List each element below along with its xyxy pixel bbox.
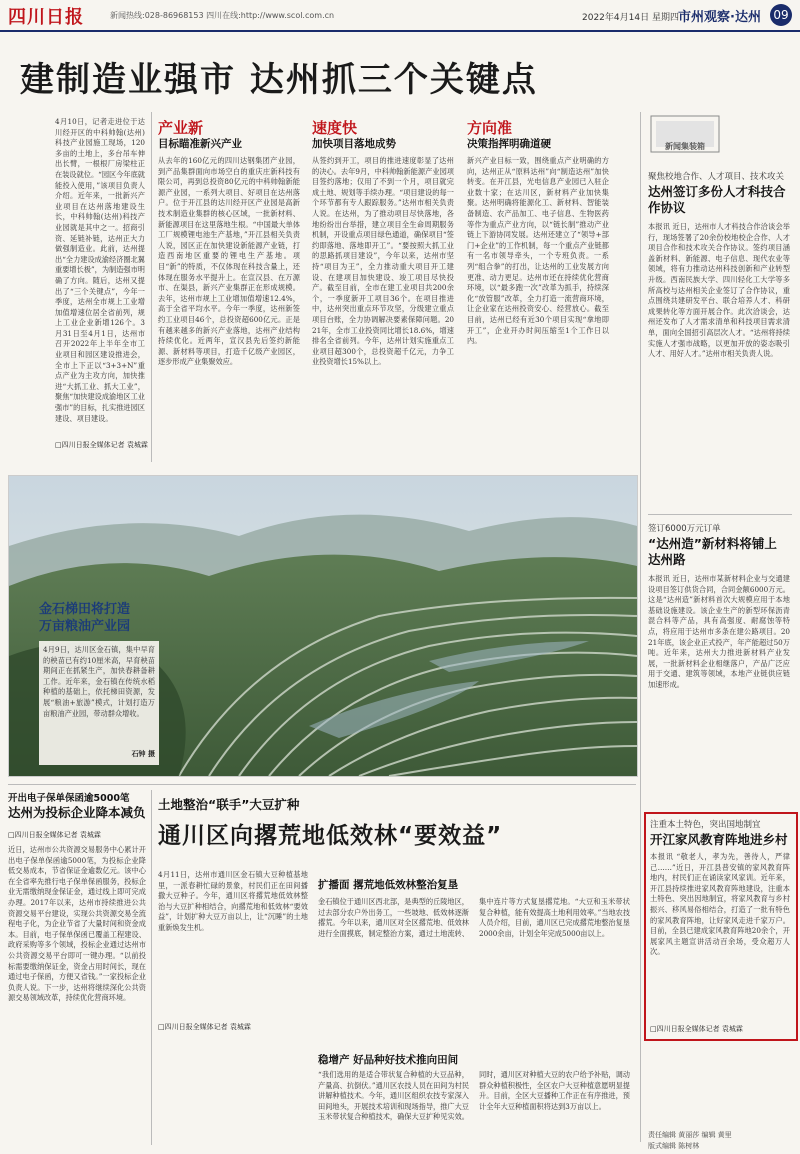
right-item3-text: 本报讯 “敬老人，孝为先，善待人，严律己……”近日，开江县普安镇的家风教育阵地内，村民们正在诵读家风家训。近年来，开江县持续推进家风教育阵地建设，注重本土特色、突出因地制宜，将家风教育与乡村振兴、移风易俗相结合，打造了一批有特色的家风教育阵地，让好家风走进千家万户。目前，全县已建成家风教育阵地20余个，开展家风主题宣讲活动百余场，受众超万人次。 [650, 852, 790, 957]
col1-kicker: 产业新 [158, 119, 204, 137]
section-name: 市州观察·达州 [678, 10, 761, 25]
right-item3-title: 开江家风教育阵地进乡村 [650, 832, 788, 847]
col2-subhead: 加快项目落地成势 [312, 138, 396, 150]
col2-text: 从签约到开工，项目的推进速度彰显了达州的决心。去年9月，中科帅翰新能源产业园项目签约落地；仅用了不到一个月，项目就完成土地、规划等手续办理。“项目建设的每一个环节都有专人跟踪服务。”达州市相关负责人说。在达州，为了推动项目尽快落地，各地纷纷出台举措，建立项目全生命周期服务机制，开设重点项目绿色通道，确保项目“签约即落地、落地即开工”。“要按照大抓工业的思路抓项目建设”，今年以来，达州市坚持“项目为王”，全力推动重大项目开工建设、在建项目加快建设、竣工项目尽快投产。截至目前，全市在建工业项目共200余个，一季度新开工项目36个。在项目推进中，达州突出重点环节攻坚，分级建立重点项目台账，全力协调解决要素保障问题。2021年，全市工业投资同比增长18.6%，增速排名全省前列。今年，达州计划实施重点工业项目超300个，总投资超千亿元，力争工业投资增长15%以上。 [312, 156, 454, 367]
right-item1-title: 达州签订多份人才科技合作协议 [648, 184, 786, 215]
right-item2-kicker: 签订6000万元订单 [648, 524, 721, 534]
col1-subhead: 目标瞄准新兴产业 [158, 138, 242, 150]
right-item3-kicker: 注重本土特色，突出国地制宜 [650, 820, 761, 830]
divider [151, 112, 152, 462]
header-date: 2022年4月14日 星期四 [582, 13, 679, 23]
divider [8, 784, 636, 785]
bottom-main-lead: 4月11日，达州市通川区金石镇大豆种植基地里，一派春耕忙碌的景象，村民们正在田间播撒大豆种子。今年，通川区将撂荒地低效林整治与大豆扩种相结合，向撂荒地和低效林“要效益”，计划扩种大豆万亩以上，让“沉睡”的土地重新焕发生机。 [158, 870, 308, 932]
right-item2-title: “达州造”新材料将铺上达州路 [648, 536, 777, 567]
col3-subhead: 决策指挥明确道硬 [467, 138, 551, 150]
lead-text: 4月10日，记者走进位于达川经开区的中科帅翰(达州)科技产业园施工现场，120多亩的土地上，多台吊车伸出长臂，一根根厂房梁柱正在装设就位。“园区今年底就能投入使用，”该项目负责人介绍。近年来，一批新兴产业项目在达州落地建设生长，中科帅翰(达州)科技产业园就是其中之一。招商引资、延链补链，达州正大力做强制造业。此前，达州提出“全力建设成渝经济圈北翼重要增长极”，为制造强市明确了方向。随后，达州又提出了“三个关键点”，今年一季度，达州全市规上工业增加值增速位居全省前列，规上工业企业新增126个。3月31日至4月1日，达州市召开2022年上半年全市工业项目和园区建设推进会，全市上下正以“3+3+N”重点产业为主攻方向，加快推进“大抓工业、抓大工业”，聚焦“加快建设成渝地区工业强市”的目标，扎实推进园区建设、项目建设。 [55, 117, 145, 423]
col2-kicker: 速度快 [312, 119, 358, 137]
bottom-left-kicker: 开出电子保单保函逾5000笔 [8, 793, 130, 804]
page-number: 09 [770, 4, 792, 26]
main-headline: 建制造业强市 达州抓三个关键点 [20, 60, 538, 100]
photo-title [39, 601, 130, 635]
bottom-main-text2: “我们选用的是适合带状复合种植的大豆品种，产量高、抗倒伏。”通川区农技人员在田间为村民讲解种植技术。今年，通川区组织农技专家深入田间地头，开展技术培训和现场指导，推广大豆玉米带状复合种植技术，确保大豆扩种见实效。同时，通川区对种植大豆的农户给予补贴，调动群众种植积极性，全区农户大豆种植意愿明显提升。目前，全区大豆播种工作正在有序推进，预计全年大豆种植面积将达到3万亩以上。 [318, 1070, 630, 1122]
header-info: 新闻热线:028-86968153 四川在线:http://www.scol.com.cn [110, 11, 335, 20]
divider [640, 112, 641, 1142]
bottom-main-text1: 金石镇位于通川区西北部，是典型的丘陵地区，过去部分农户外出务工，一些坡地、低效林逐渐撂荒。今年以来，通川区对全区撂荒地、低效林进行全面摸底，制定整治方案，通过土地流转、集中连片等方式复垦撂荒地。“大豆和玉米带状复合种植，能有效提高土地利用效率。”当地农技人员介绍，目前，通川区已完成撂荒地整治复垦2000余亩，计划全年完成5000亩以上。 [318, 897, 631, 938]
col1-text: 从去年的160亿元的四川达钢集团产业园，到产品集群面向市场空白的重庆庄新科技有限公司，再到总投资80亿元的中科帅翰新能源产业园，一系列大项目、好项目在达州落户。位于开江县的达川经开区产业园是高新技术制造业集群的核心区域，一批新材料、新能源项目在这里落地生根。“中国最大单体工厂规模锂电池生产基地，”开江县相关负责人说，园区正在加快建设新能源产业链，打造西南地区重要的锂电生产基地。项目“新”的特质，不仅体现在科技含量上，还体现在服务水平提升上。在宣汉县、在万源市、在渠县，新兴产业集群正在形成规模。去年，达州市规上工业增加值增速12.4%，高于全省平均水平。今年一季度，达州新签约工业项目46个，总投资超600亿元。正是有越来越多的新兴产业落地，达州产业结构持续优化。近两年，宣汉县先后签约新能源、新材料等项目，打造千亿级产业园区，逐步形成产业集聚效应。 [158, 156, 300, 367]
bottom-left-title: 达州为投标企业降本减负 [8, 805, 146, 820]
footer-designer: 版式编辑 陈树林 [648, 1142, 700, 1150]
bottom-main-sub1: 扩播面 撂荒地低效林整治复垦 [318, 879, 459, 891]
bottom-left-byline: □四川日报全媒体记者 袁城霖 [8, 831, 101, 839]
lead-byline: □四川日报全媒体记者 袁城霖 [55, 441, 148, 449]
photo-credit: 石钟 摄 [131, 750, 155, 758]
divider [151, 790, 152, 1145]
photo-caption: 4月9日，达川区金石镇，集中早育的秧苗已有约10厘米高，早育秧苗期间正在抓紧生产，加快春耕备耕工作。近年来，金石镇在传统水稻种植的基础上，依托梯田资源，发展“粮油+旅游”模式，计划打造万亩粮油产业园，带动群众增收。 [43, 645, 155, 718]
right-item1-text: 本报讯 近日，达州市人才科技合作洽谈会举行，现场签署了20余份校地校企合作、人才项目合作和技术攻关合作协议。签约项目涵盖新材料、新能源、电子信息、现代农业等领域，将有力推动达州科技创新和产业转型升级。西南民族大学、四川轻化工大学等多所高校与达州相关企业签订了合作协议，重点围绕共建研发平台、联合培养人才、科研成果转化等方面开展合作。此次洽谈会，达州还发布了人才需求清单和科技项目需求清单，面向全国招引高层次人才。“达州将持续实施人才强市战略，以更加开放的姿态吸引人才、用好人才。”达州市相关负责人说。 [648, 222, 790, 359]
badge-label: 新闻集装箱 [665, 142, 705, 151]
divider [648, 514, 792, 515]
bottom-left-text: 近日，达州市公共资源交易服务中心累计开出电子保单保函逾5000笔，为投标企业降低交易成本，节省保证金逾数亿元。该中心在全省率先推行电子保单保函服务，投标企业无需缴纳现金保证金，通过线上即可完成办理。2017年以来，达州市持续推进公共资源交易平台建设，实现公共资源交易全流程电子化，为企业节省了大量时间和资金成本。目前，电子保单保函已覆盖工程建设、政府采购等多个领域，投标企业通过达州市公共资源交易平台即可一键办理。“以前投标需要缴纳保证金，资金占用时间长，现在通过电子保函，方便又省钱。”一家投标企业负责人说。下一步，达州将继续深化公共资源交易领域改革，持续优化营商环境。 [8, 845, 146, 1003]
right-item2-text: 本报讯 近日，达州市某新材料企业与交通建设项目签订供货合同，合同金额6000万元。这是“达州造”新材料首次大规模应用于本地基础设施建设。该企业生产的新型环保沥青混合料等产品，具有高强度、耐腐蚀等特点，将应用于达州市多条在建公路项目。2021年底，该企业正式投产，年产能超过50万吨。近年来，达州大力推进新材料产业发展，一批新材料企业相继落户，产品广泛应用于交通、建筑等领域，本地产业链供应链加速形成。 [648, 574, 790, 689]
right-item1-kicker: 聚焦校地合作、人才项目、技术攻关 [648, 172, 785, 182]
bottom-main-sub2: 稳增产 好品种好技术推向田间 [318, 1054, 459, 1066]
bottom-main-byline: □四川日报全媒体记者 袁城霖 [158, 1023, 251, 1031]
photo-title-line1: 金石梯田将打造 [39, 602, 131, 617]
newspaper-logo: 四川日报 [8, 7, 84, 28]
bottom-main-kicker: 土地整治“联手”大豆扩种 [158, 797, 300, 812]
photo-title-line2: 万亩粮油产业园 [39, 619, 131, 634]
col3-text: 新兴产业目标一致，围绕重点产业明确的方向，达州正从“原料达州”向“制造达州”加快转变。在开江县，光电信息产业园已入驻企业数十家；在达川区，新材料产业加快集聚。达州明确将能源化工、新材料、智能装备制造、农产品加工、电子信息、生物医药等作为重点产业方向，以“链长制”推动产业链上下游协同发展。达州还建立了“领导+部门+企业”的工作机制，每一个重点产业链都有一名市领导牵头，一个专班负责。一系列“组合拳”的打出，让达州的工业发展方向更准、动力更足。达州市还在持续优化营商环境，以“最多跑一次”改革为抓手，持续深化“放管服”改革，全力打造一流营商环境，让企业家在达州投资安心、经营放心。截至目前，达州已经有近30个项目实现“拿地即开工”，企业开办时间压缩至1个工作日以内。 [467, 156, 609, 346]
footer-editor: 责任编辑 黄丽莎 编辑 黄里 [648, 1131, 732, 1139]
bottom-main-title: 通川区向撂荒地低效林“要效益” [158, 823, 503, 849]
news-container-badge [650, 115, 720, 153]
col3-kicker: 方向准 [467, 119, 513, 137]
photo-caption-box [39, 641, 159, 765]
terraced-fields-photo [8, 475, 638, 777]
right-item3-byline: □四川日报全媒体记者 袁城霖 [650, 1025, 743, 1033]
